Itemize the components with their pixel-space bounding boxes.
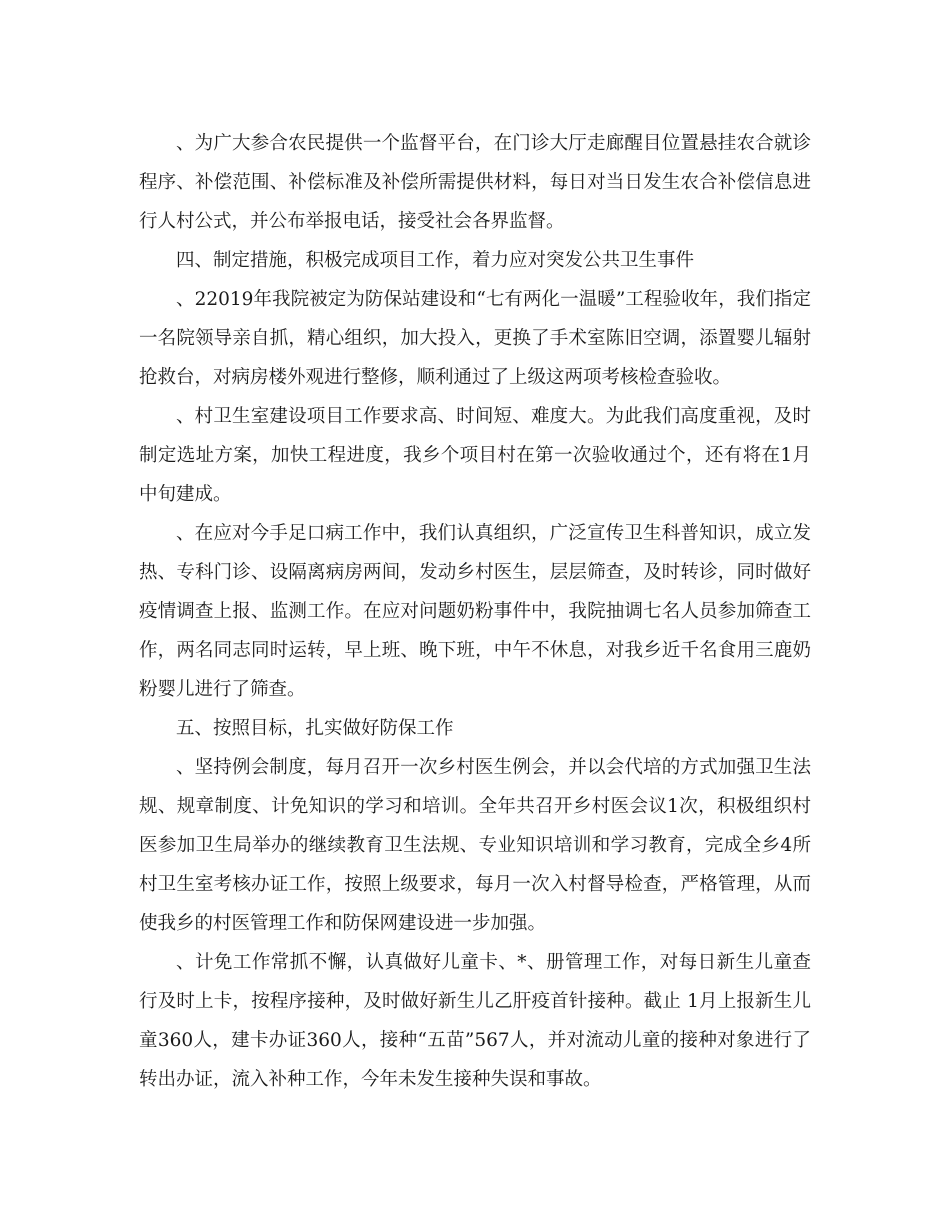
heading-section-five: 五、按照目标，扎实做好防保工作 bbox=[176, 718, 454, 739]
paragraph-station-construction: 、22019年我院被定为防保站建设和“七有两化一温暖”工程验收年，我们指定一名院领导亲自抓，精心组织，加大投入，更换了手术室陈旧空调，添置婴儿辐射抢救台，对病房楼外观进行整修，顺利通过了上级这两项考核检查验收。 bbox=[139, 289, 811, 388]
heading-section-four: 四、制定措施，积极完成项目工作，着力应对突发公共卫生事件 bbox=[176, 250, 695, 271]
document-body bbox=[139, 124, 811, 1099]
paragraph-supervision-platform: 、为广大参合农民提供一个监督平台，在门诊大厅走廊醒目位置悬挂农合就诊程序、补偿范围、补偿标准及补偿所需提供材料，每日对当日发生农合补偿信息进行人村公式，并公布举报电话，接受社会各界监督。 bbox=[139, 133, 811, 232]
paragraph-meeting-system: 、坚持例会制度，每月召开一次乡村医生例会，并以会代培的方式加强卫生法规、规章制度、计免知识的学习和培训。全年共召开乡村医会议1次，积极组织村医参加卫生局举办的继续教育卫生法规、专业知识培训和学习教育，完成全乡4所村卫生室考核办证工作，按照上级要求，每月一次入村督导检查，严格管理，从而使我乡的村医管理工作和防保网建设进一步加强。 bbox=[139, 757, 811, 934]
paragraph-immunization-work: 、计免工作常抓不懈，认真做好儿童卡、*、册管理工作，对每日新生儿童查行及时上卡，按程序接种，及时做好新生儿乙肝疫首针接种。截止 1月上报新生儿童360人，建卡办证360人，接种“五苗”567人，并对流动儿童的接种对象进行了转出办证，流入补种工作，今年未发生接种失误和事故。 bbox=[139, 952, 811, 1090]
paragraph-epidemic-response: 、在应对今手足口病工作中，我们认真组织，广泛宣传卫生科普知识，成立发热、专科门诊、设隔离病房两间，发动乡村医生，层层筛查，及时转诊，同时做好疫情调查上报、监测工作。在应对问题奶粉事件中，我院抽调七名人员参加筛查工作，两名同志同时运转，早上班、晚下班，中午不休息，对我乡近千名食用三鹿奶粉婴儿进行了筛查。 bbox=[139, 523, 811, 700]
paragraph-village-clinic-project: 、村卫生室建设项目工作要求高、时间短、难度大。为此我们高度重视，及时制定选址方案，加快工程进度，我乡个项目村在第一次验收通过个，还有将在1月中旬建成。 bbox=[139, 406, 811, 505]
